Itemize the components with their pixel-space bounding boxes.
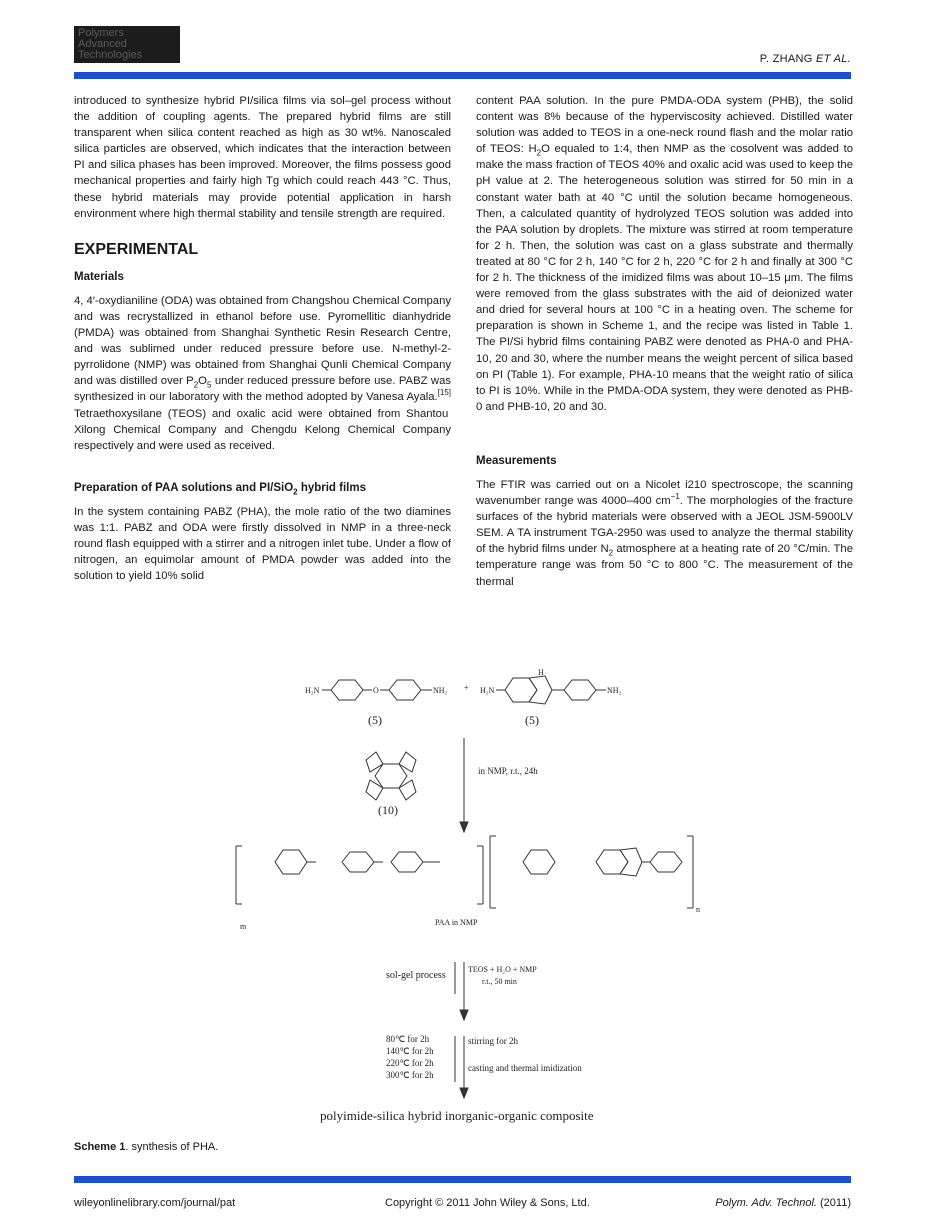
teos-condition: r.t., 50 min: [482, 977, 517, 986]
oda-h2n: H₂N: [305, 686, 320, 695]
logo-line-1: Polymers: [78, 27, 124, 39]
citation-link[interactable]: [15]: [437, 388, 451, 398]
materials-paragraph: 4, 4′-oxydianiline (ODA) was obtained from Changshou Chemical Company and was recrystallized in ethanol before use. Pyromellitic dianhydride (PMDA) was obtained from Shanghai Synthetic Resin Research Centre, and was sublimed under reduced pressure before use. N-methyl-2-pyrrolidone (NMP) was obtained from Shanghai Qunli Chemical Company and was distilled over $P_2O_5$ under reduced pressure before use. PABZ was synthesized in our laboratory with the method adopted by Vanesa Ayala.[15] Tetraethoxysilane (TEOS) and oxalic acid were obtained from Shantou Xilong Chemical Company and Chengdu Kelong Chemical Company respectively and were used as received.: [74, 294, 452, 452]
step1-condition: in NMP, r.t., 24h: [478, 766, 538, 776]
footer-copyright: Copyright © 2011 John Wiley & Sons, Ltd.: [385, 1197, 590, 1209]
footer-accent-bar: [74, 1176, 851, 1183]
pabz-h2n: H₂N: [480, 686, 495, 695]
footer-journal: Polym. Adv. Technol. (2011): [715, 1197, 851, 1209]
measurements-heading: Measurements: [476, 454, 557, 467]
running-head-author: P. ZHANG: [759, 53, 813, 65]
oda-o: O: [373, 686, 379, 695]
procedure-paragraph: content PAA solution. In the pure PMDA-ODA system (PHB), the solid content was 8% because of the hyperviscosity achieved. Distilled water solution was added to TEOS in a one-neck round flash and the molar ratio of TEOS: $H_2O$ equaled to 1:4, then NMP as the cosolvent was added to make the mass fraction of TEOS 40% and oxalic acid was used to keep the pH value at 2. The heterogeneous solution was stirred for 50 min in a constant water bath at 40 °C until the solution became homogeneous. Then, a calculated quantity of hydrolyzed TEOS solution was added into the PAA solution by droplets. The mixture was stirred at room temperature for 2 h. Then, the solution was cast on a glass substrate and thermally treated at 80 °C for 2 h, 140 °C for 2 h, 220 °C for 2 h and finally at 300 °C for 2 h. The thickness of the imidized films was about 10–15 μm. The films were removed from the glass substrates with the aid of deionized water and dried for several hours at 100 °C in a heating oven. The scheme for preparation is shown in Scheme 1, and the recipe was listed in Table 1. The PI/Si hybrid films containing PABZ were denoted as PHA-0 and PHA-10, 20 and 30, where the number means the weight percent of silica based on PI (Table 1). For example, PHA-10 means that the weight ratio of silica to PI is 10%. While in the PMDA-ODA system, they were denoted as PHB-0 and PHB-10, 20 and 30.: [476, 95, 853, 413]
stirring-label: stirring for 2h: [468, 1036, 518, 1046]
label-5b: (5): [525, 713, 539, 727]
paa-label: PAA in NMP: [435, 918, 478, 927]
header-accent-bar: [74, 72, 851, 79]
pabz-h: H: [538, 668, 544, 677]
plus-sign: +: [464, 683, 469, 692]
logo-line-2: Advanced: [78, 38, 127, 50]
left-column: [74, 93, 451, 584]
right-column: [476, 93, 853, 590]
intro-paragraph: introduced to synthesize hybrid PI/silica films via sol–gel process without the addition of coupling agents. The prepared hybrid films are still transparent when silica content reached as high as 30 wt%. Nanoscaled silica particles are observed, which indicates that the interaction between PI and silica phases has been improved. Moreover, the films possess good mechanical properties and fairly high Tg which could reach 443 °C. Thus, these hybrid materials may provide potential application in harsh environment where high thermal stability and tensile strength are required.: [74, 95, 451, 220]
running-head-etal: ET AL.: [815, 53, 851, 65]
label-5a: (5): [368, 713, 382, 727]
measurements-paragraph: The FTIR was carried out on a Nicolet i210 spectroscope, the scanning wavenumber range was 4000–400 $cm^{-1}$. The morphologies of the fracture surfaces of the hybrid materials were observed with a JEOL JSM-5900LV SEM. A TA instrument TGA-2950 was used to analyze the thermal stability of the hybrid films under $N_2$ atmosphere at a heating rate of 20 °C/min. The temperature range was from 50 °C to 800 °C. The measurement of the thermal: [476, 478, 853, 588]
section-heading: EXPERIMENTAL: [74, 240, 199, 258]
preparation-heading: Preparation of PAA solutions and PI/SiO$_2$ hybrid films: [74, 481, 366, 497]
scheme-caption: [74, 1141, 218, 1153]
caption-label: Scheme 1: [74, 1141, 126, 1153]
oda-nh2: NH₂: [433, 686, 448, 695]
materials-heading: Materials: [74, 270, 124, 283]
solgel-label: sol-gel process: [386, 970, 446, 981]
logo-line-3: Technologies: [78, 49, 143, 61]
temp-3: 220℃ for 2h: [386, 1058, 434, 1068]
teos-label: TEOS + H₂O + NMP: [468, 965, 537, 974]
subscript-n: n: [696, 905, 700, 914]
footer-url[interactable]: wileyonlinelibrary.com/journal/pat: [74, 1197, 236, 1209]
temp-1: 80℃ for 2h: [386, 1034, 430, 1044]
journal-logo: [74, 26, 180, 63]
casting-label: casting and thermal imidization: [468, 1063, 582, 1073]
temp-2: 140℃ for 2h: [386, 1046, 434, 1056]
caption-text: . synthesis of PHA.: [125, 1141, 219, 1153]
temp-4: 300℃ for 2h: [386, 1070, 434, 1080]
label-10: (10): [378, 803, 398, 817]
preparation-paragraph: In the system containing PABZ (PHA), the mole ratio of the two diamines was 1:1. PABZ and ODA were firstly dissolved in NMP in a three-neck round flash equipped with a stirrer and a nitrogen inlet tube. Under a flow of nitrogen, an equimolar amount of PMDA powder was added into the solution to yield 10% solid: [74, 505, 451, 583]
running-head: [760, 53, 851, 65]
scheme-diagram: [200, 668, 740, 1126]
pabz-nh2: NH₂: [607, 686, 622, 695]
subscript-m: m: [240, 922, 247, 931]
product-label: polyimide-silica hybrid inorganic-organic composite: [320, 1108, 594, 1123]
